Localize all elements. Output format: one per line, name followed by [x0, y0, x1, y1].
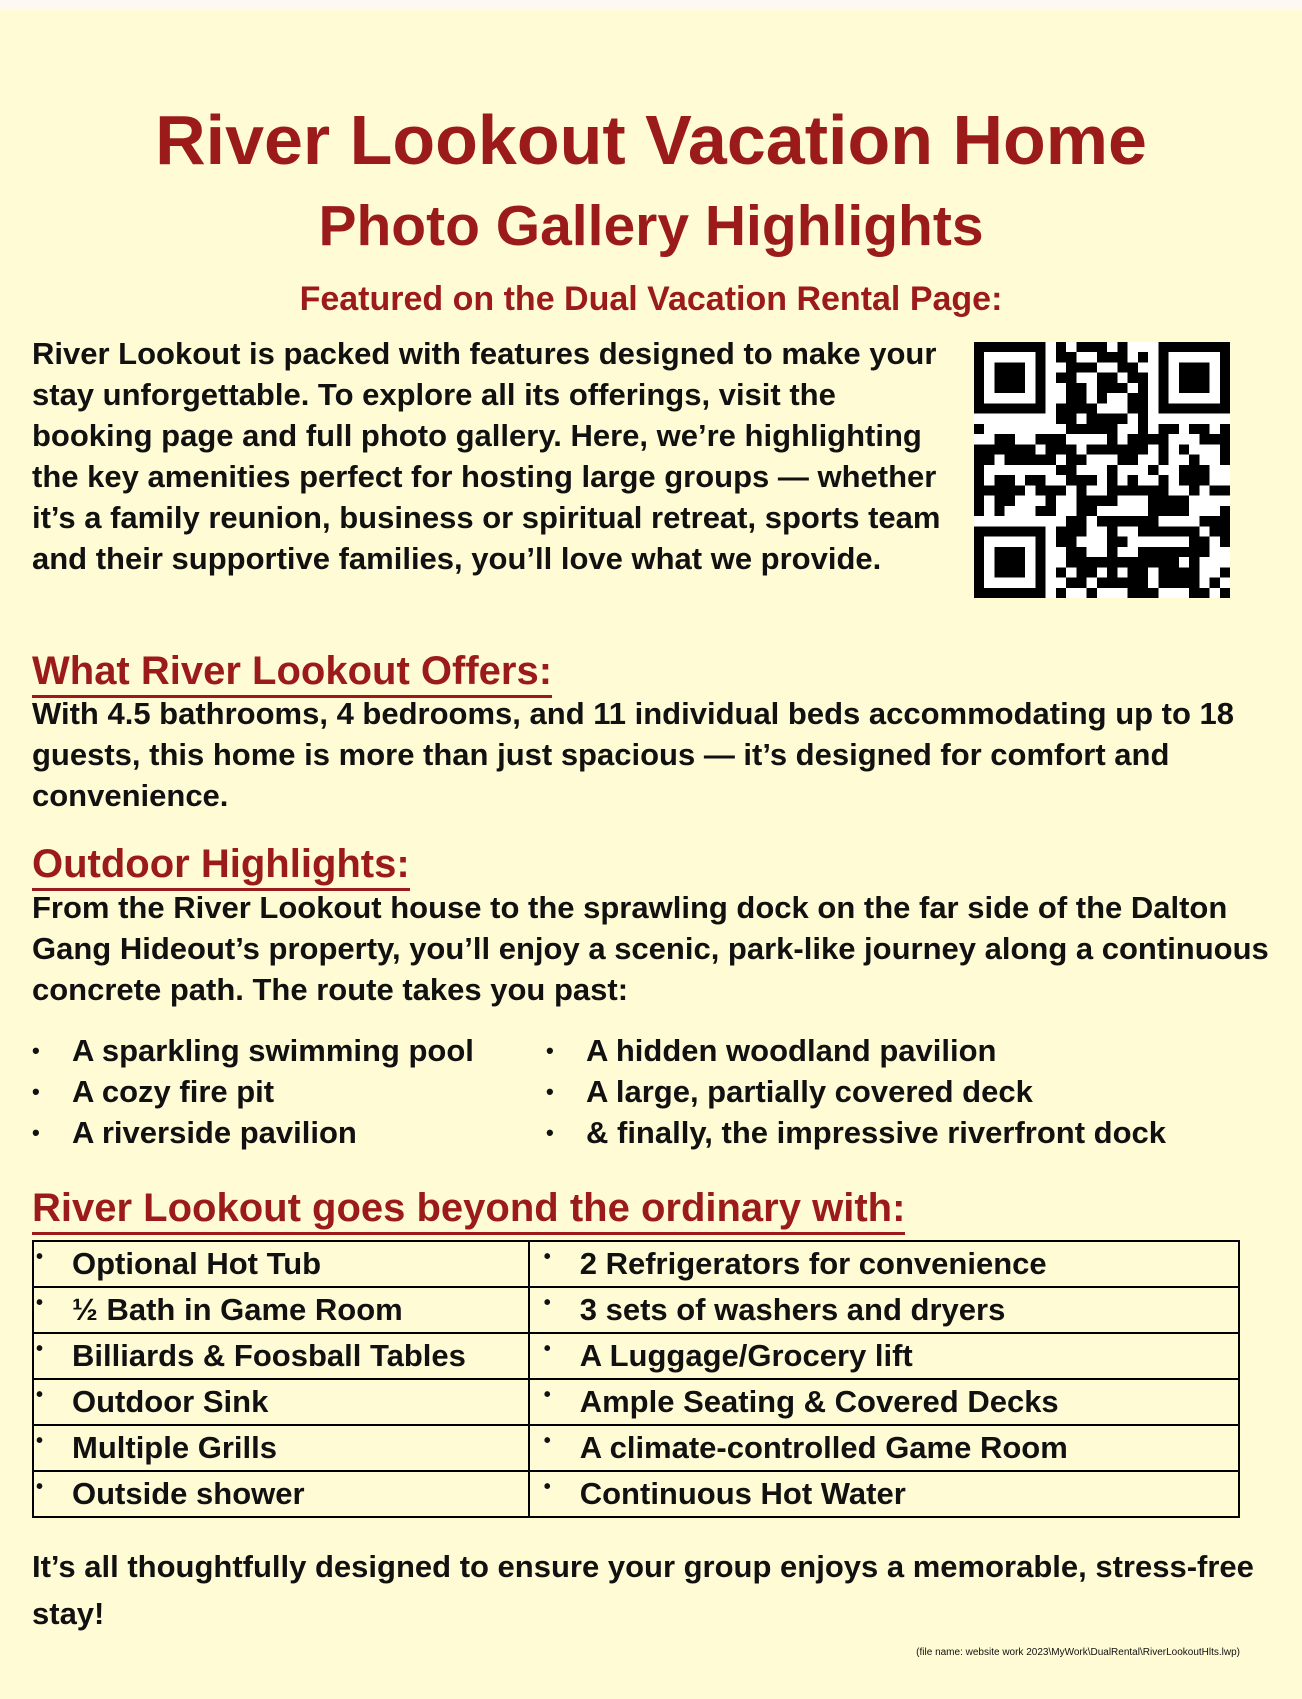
list-item: • A sparkling swimming pool — [32, 1030, 474, 1071]
featured-note: Featured on the Dual Vacation Rental Page: — [299, 280, 1003, 318]
list-item: • A cozy fire pit — [32, 1071, 474, 1112]
page-title: River Lookout Vacation Home — [155, 101, 1147, 179]
outdoor-heading: Outdoor Highlights: — [32, 840, 410, 891]
table-row — [33, 1379, 1239, 1425]
qr-code-icon[interactable] — [974, 342, 1230, 598]
list-item: • A riverside pavilion — [32, 1112, 474, 1153]
table-row — [33, 1425, 1239, 1471]
beyond-heading: River Lookout goes beyond the ordinary with: — [32, 1184, 905, 1235]
table-row — [33, 1471, 1239, 1517]
amenity-cell: • ½ Bath in Game Room — [33, 1287, 529, 1333]
amenity-cell: • Continuous Hot Water — [529, 1471, 1239, 1517]
outdoor-list-right — [546, 1030, 1166, 1153]
amenity-cell: • A climate-controlled Game Room — [529, 1425, 1239, 1471]
amenity-cell: • 3 sets of washers and dryers — [529, 1287, 1239, 1333]
amenity-cell: • 2 Refrigerators for convenience — [529, 1241, 1239, 1287]
amenity-cell: • Multiple Grills — [33, 1425, 529, 1471]
table-row — [33, 1333, 1239, 1379]
list-item: • & finally, the impressive riverfront dock — [546, 1112, 1166, 1153]
closing-paragraph: It’s all thoughtfully designed to ensure your group enjoys a memorable, stress-free stay! — [32, 1549, 1254, 1631]
amenities-table — [32, 1240, 1240, 1518]
amenity-cell: • A Luggage/Grocery lift — [529, 1333, 1239, 1379]
page-subtitle: Photo Gallery Highlights — [318, 194, 984, 258]
outdoor-list-left — [32, 1030, 474, 1153]
amenity-cell: • Billiards & Foosball Tables — [33, 1333, 529, 1379]
offers-paragraph: With 4.5 bathrooms, 4 bedrooms, and 11 individual beds accommodating up to 18 guests, this home is more than just spacious — it’s designed for comfort and convenience. — [32, 696, 1235, 813]
table-row — [33, 1241, 1239, 1287]
amenity-cell: • Optional Hot Tub — [33, 1241, 529, 1287]
flyer-page — [0, 10, 1302, 1699]
table-row — [33, 1287, 1239, 1333]
list-item: • A hidden woodland pavilion — [546, 1030, 1166, 1071]
intro-paragraph: River Lookout is packed with features designed to make your stay unforgettable. To explore all its offerings, visit the booking page and full photo gallery. Here, we’re highlighting the key amenities perfect for hosting large groups — whether it’s a family reunion, business or spiritual retreat, sports team and their supportive families, you’ll love what we provide. — [32, 336, 941, 576]
amenity-cell: • Outside shower — [33, 1471, 529, 1517]
offers-heading: What River Lookout Offers: — [32, 647, 552, 698]
amenity-cell: • Ample Seating & Covered Decks — [529, 1379, 1239, 1425]
outdoor-paragraph: From the River Lookout house to the sprawling dock on the far side of the Dalton Gang Hideout’s property, you’ll enjoy a scenic, park-like journey along a continuous concrete path. The route takes you past: — [32, 890, 1269, 1007]
file-name-note: (file name: website work 2023\MyWork\DualRental\RiverLookoutHlts.lwp) — [916, 1647, 1240, 1658]
list-item: • A large, partially covered deck — [546, 1071, 1166, 1112]
amenity-cell: • Outdoor Sink — [33, 1379, 529, 1425]
